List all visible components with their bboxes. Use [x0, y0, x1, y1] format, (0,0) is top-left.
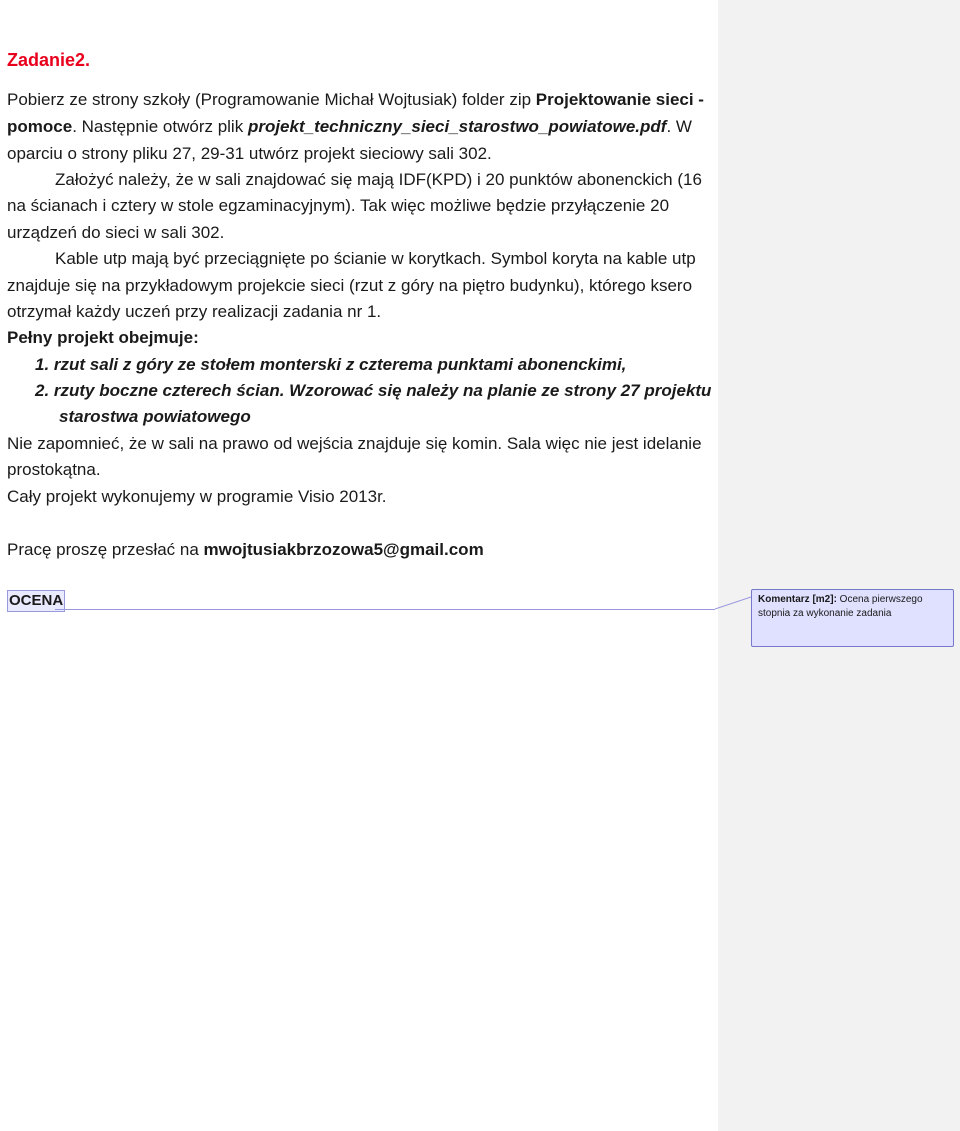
paragraph-line-1: Pobierz ze strony szkoły (Programowanie Michał Wojtusiak) folder zip Projektowanie sieci - — [7, 90, 704, 109]
comment-label: Komentarz [m2]: — [758, 594, 837, 605]
paragraph-line-12: Cały projekt wykonujemy w programie Visio 2013r. — [7, 487, 387, 506]
paragraph-line-9: otrzymał każdy uczeń przy realizacji zadania nr 1. — [7, 302, 382, 321]
paragraph-line-6: urządzeń do sieci w sali 302. — [7, 223, 225, 242]
email-address[interactable]: mwojtusiakbrzozowa5@gmail.com — [203, 540, 484, 559]
paragraph-line-5: na ścianach i cztery w stole egzaminacyjnym). Tak więc możliwe będzie przyłączenie 20 — [7, 196, 670, 215]
paragraph-line-11: prostokątna. — [7, 460, 101, 479]
send-instruction: Pracę proszę przesłać na mwojtusiakbrzozowa5@gmail.com — [7, 540, 484, 559]
list-item-2-continued: starostwa powiatowego — [59, 407, 251, 426]
list-item-1: 1. rzut sali z góry ze stołem monterski z czterema punktami abonenckimi, — [35, 355, 627, 374]
paragraph-line-3: oparciu o strony pliku 27, 29-31 utwórz projekt sieciowy sali 302. — [7, 144, 492, 163]
paragraph-line-8: znajduje się na przykładowym projekcie sieci (rzut z góry na piętro budynku), którego ksero — [7, 276, 693, 295]
ocena-commented-text[interactable]: OCENA — [7, 590, 65, 612]
list-item-2: 2. rzuty boczne czterech ścian. Wzorować się należy na planie ze strony 27 projektu — [35, 381, 712, 400]
document-title: Zadanie2. — [7, 50, 91, 70]
paragraph-line-2: pomoce. Następnie otwórz plik projekt_techniczny_sieci_starostwo_powiatowe.pdf. W — [7, 117, 692, 136]
paragraph-line-7: Kable utp mają być przeciągnięte po ścianie w korytkach. Symbol koryta na kable utp — [55, 249, 696, 268]
paragraph-line-4: Założyć należy, że w sali znajdować się mają IDF(KPD) i 20 punktów abonenckich (16 — [55, 170, 702, 189]
comment-margin-pane — [718, 0, 960, 1131]
comment-text: Ocena pierwszego stopnia za wykonanie zadania — [758, 594, 923, 619]
comment-balloon[interactable] — [751, 589, 954, 647]
scope-heading: Pełny projekt obejmuje: — [7, 328, 199, 347]
paragraph-line-10: Nie zapomnieć, że w sali na prawo od wejścia znajduje się komin. Sala więc nie jest idelanie — [7, 434, 702, 453]
comment-anchor-line — [55, 609, 715, 610]
